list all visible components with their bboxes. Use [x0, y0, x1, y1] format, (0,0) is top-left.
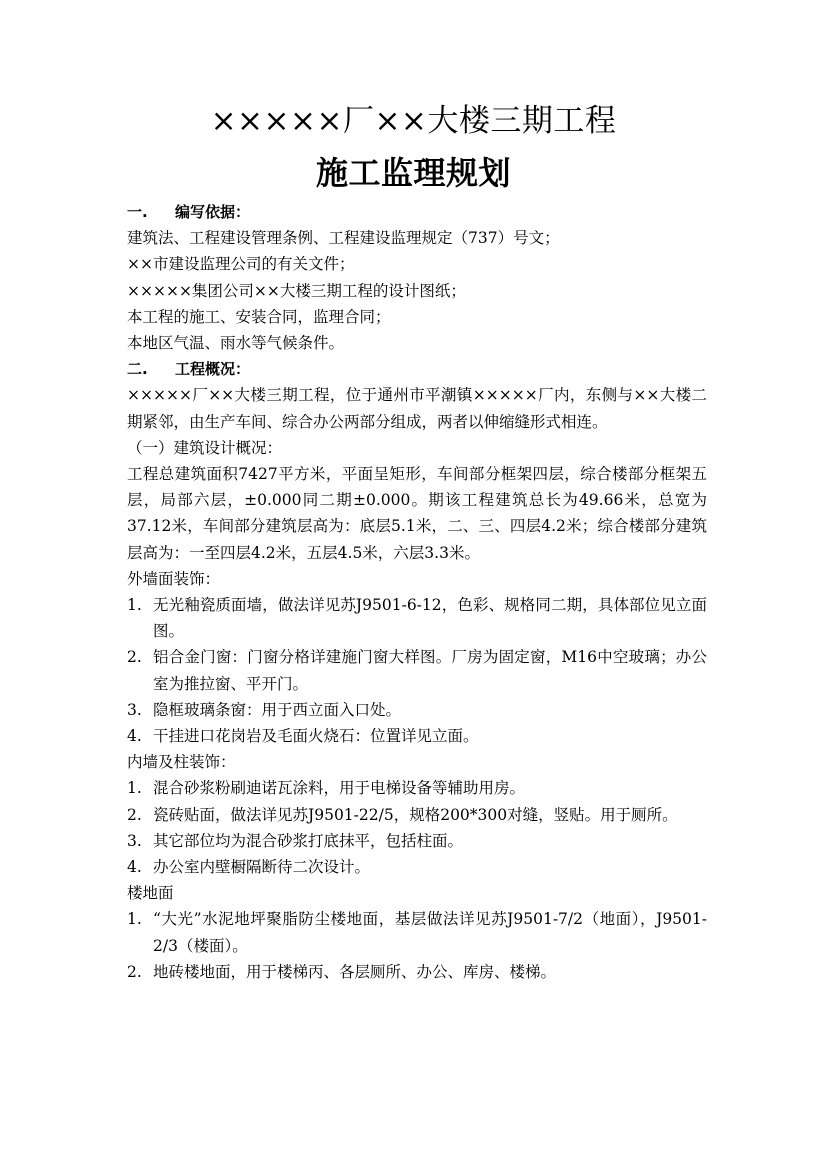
list-text: 无光釉瓷质面墙，做法详见苏J9501-6-12，色彩、规格同二期，具体部位见立面图。	[153, 596, 707, 641]
section-number: 二.	[127, 360, 148, 379]
document-body	[127, 199, 707, 985]
list-text: “大光”水泥地坪聚脂防尘楼地面，基层做法详见苏J9501-7/2（地面），J9501-2/3（楼面）。	[153, 910, 707, 955]
list-text: 干挂进口花岗岩及毛面火烧石：位置详见立面。	[153, 727, 479, 746]
overview-paragraph: ×××××厂××大楼三期工程，位于通州市平潮镇×××××厂内，东侧与××大楼二期紧邻，由生产车间、综合办公两部分组成，两者以伸缩缝形式相连。	[127, 386, 707, 431]
list-item	[127, 644, 707, 696]
list-number: 2.	[127, 962, 142, 981]
basis-item: 建筑法、工程建设管理条例、工程建设监理规定（737）号文；	[127, 229, 560, 248]
list-text: 办公室内壁橱隔断待二次设计。	[153, 858, 371, 877]
arch-paragraph: 工程总建筑面积7427平方米，平面呈矩形，车间部分框架四层，综合楼部分框架五层，局部六层，±0.000同二期±0.000。期该工程建筑总长为49.66米，总宽为37.12米，车间部分建筑层高为：底层5.1米，二、三、四层4.2米；综合楼部分建筑层高为：一至四层4.2米，五层4.5米，六层3.3米。	[127, 465, 707, 562]
list-number: 4.	[127, 727, 142, 746]
list-text: 地砖楼地面，用于楼梯丙、各层厕所、办公、库房、楼梯。	[153, 962, 557, 981]
interior-heading: 内墙及柱装饰：	[127, 753, 236, 772]
list-item	[127, 906, 707, 958]
list-item	[127, 723, 707, 749]
section-heading-overview	[127, 356, 707, 382]
list-item	[127, 592, 707, 644]
list-number: 3.	[127, 700, 142, 719]
list-text: 隐框玻璃条窗：用于西立面入口处。	[153, 700, 402, 719]
list-text: 混合砂浆粉刷迪诺瓦涂料，用于电梯设备等辅助用房。	[153, 779, 526, 798]
list-item	[127, 854, 707, 880]
section-heading-basis	[127, 199, 707, 225]
floor-heading: 楼地面	[127, 884, 174, 903]
list-text: 瓷砖贴面，做法详见苏J9501-22/5，规格200*300对缝，竖贴。用于厕所。	[153, 805, 678, 824]
document-title: ×××××厂××大楼三期工程	[210, 103, 617, 139]
basis-item: ×××××集团公司××大楼三期工程的设计图纸；	[127, 281, 466, 300]
basis-item: ××市建设监理公司的有关文件；	[127, 255, 355, 274]
section-title: 编写依据：	[175, 203, 251, 221]
list-text: 其它部位均为混合砂浆打底抹平，包括柱面。	[153, 831, 464, 850]
list-number: 2.	[127, 648, 142, 667]
list-item	[127, 697, 707, 723]
basis-item: 本地区气温、雨水等气候条件。	[127, 334, 345, 353]
list-item	[127, 802, 707, 828]
list-number: 3.	[127, 831, 142, 850]
list-item	[127, 959, 707, 985]
document-subtitle: 施工监理规划	[315, 154, 511, 192]
list-number: 4.	[127, 858, 142, 877]
basis-item: 本工程的施工、安装合同，监理合同；	[127, 307, 391, 326]
exterior-heading: 外墙面装饰：	[127, 569, 221, 588]
list-number: 2.	[127, 805, 142, 824]
list-text: 铝合金门窗：门窗分格详建施门窗大样图。厂房为固定窗，M16中空玻璃；办公室为推拉窗、平开门。	[153, 648, 707, 693]
arch-heading: （一）建筑设计概况：	[127, 438, 283, 457]
list-item	[127, 828, 707, 854]
section-number: 一.	[127, 203, 148, 221]
list-number: 1.	[127, 779, 142, 798]
list-number: 1.	[127, 596, 142, 615]
section-title: 工程概况：	[175, 360, 251, 379]
list-number: 1.	[127, 910, 142, 929]
list-item	[127, 775, 707, 801]
